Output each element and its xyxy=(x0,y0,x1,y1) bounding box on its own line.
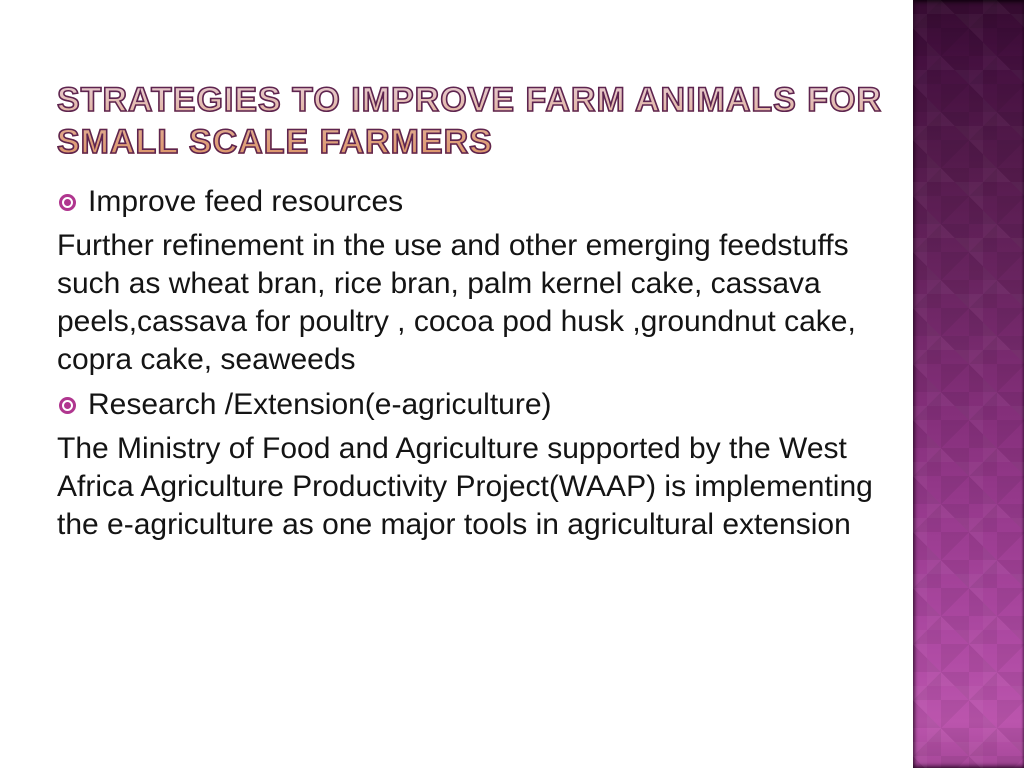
bullet-item-text: Improve feed resources xyxy=(88,185,404,218)
bullet-item xyxy=(57,386,895,424)
bullet-item-text: Research /Extension(e-agriculture) xyxy=(88,388,552,421)
target-bullet-icon xyxy=(59,397,76,414)
target-bullet-icon xyxy=(59,194,76,211)
body-paragraph: The Ministry of Food and Agriculture supported by the West Africa Agriculture Productivity Project(WAAP) is implementing the e-agriculture as one major tools in agricultural extension xyxy=(57,432,873,541)
slide-title: STRATEGIES TO IMPROVE FARM ANIMALS FOR SMALL SCALE FARMERS xyxy=(57,80,887,164)
decorative-sidebar-graphic xyxy=(913,0,1024,768)
bullet-item xyxy=(57,183,895,221)
slide-body xyxy=(57,183,895,551)
title-block xyxy=(57,80,887,164)
body-paragraph: Further refinement in the use and other emerging feedstuffs such as wheat bran, rice bran, palm kernel cake, cassava peels,cassava for poultry , cocoa pod husk ,groundnut cake, copra cake, seaweeds xyxy=(57,229,856,376)
